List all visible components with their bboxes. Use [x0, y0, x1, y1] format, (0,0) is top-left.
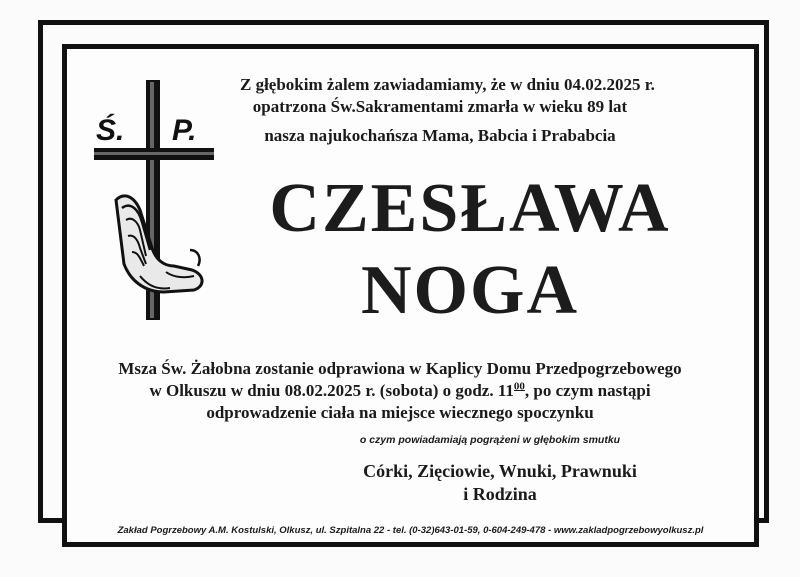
cross-with-praying-hands-icon [94, 80, 214, 320]
funeral-home-footer: Zakład Pogrzebowy A.M. Kostulski, Olkusz, ul. Szpitalna 22 - tel. (0-32)643-01-59, 0-604-249-478 - www.zakladpogrzebowyolkusz.pl [117, 525, 704, 536]
announcement-line-2: opatrzona Św.Sakramentami zmarła w wieku 89 lat [252, 97, 628, 116]
mass-line-2 [70, 380, 730, 401]
emblem-letter-left: Ś. [96, 114, 125, 147]
deceased-last-name: NOGA [361, 252, 579, 329]
mourners-note: o czym powiadamiają pogrążeni w głębokim smutku [359, 434, 621, 446]
deceased-first-name: CZESŁAWA [269, 170, 671, 247]
emblem-letter-right: P. [172, 114, 197, 147]
mass-date-text: w Olkuszu w dniu 08.02.2025 r. (sobota) o godz. 11 [149, 381, 514, 400]
mass-time-minutes: 00 [513, 380, 525, 393]
mass-line-1: Msza Św. Żałobna zostanie odprawiona w Kaplicy Domu Przedpogrzebowego [118, 359, 682, 378]
announcement-line-1: Z głębokim żalem zawiadamiamy, że w dniu 04.02.2025 r. [240, 75, 655, 94]
family-line-2: i Rodzina [463, 484, 537, 504]
mass-line-3: odprowadzenie ciała na miejsce wiecznego spoczynku [206, 403, 594, 422]
cross-emblem [94, 80, 214, 320]
announcement-line-3: nasza najukochańsza Mama, Babcia i Prababcia [264, 126, 616, 145]
mass-after-time-text: , po czym nastąpi [524, 381, 651, 400]
family-line-1: Córki, Zięciowie, Wnuki, Prawnuki [363, 461, 637, 481]
